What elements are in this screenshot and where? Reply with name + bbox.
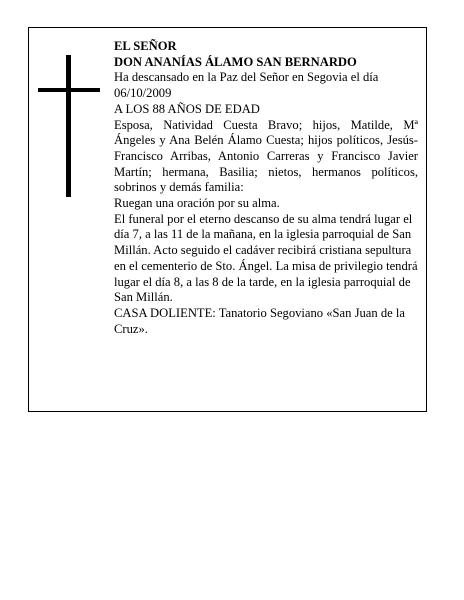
cross-horizontal-bar (38, 88, 100, 92)
mourning-house: CASA DOLIENTE: Tanatorio Segoviano «San Juan de la Cruz». (114, 305, 405, 336)
prayer-request: Ruegan una oración por su alma. (114, 196, 280, 211)
deceased-name: DON ANANÍAS ÁLAMO SAN BERNARDO (114, 54, 357, 69)
obituary-title: EL SEÑOR (114, 39, 177, 53)
obituary-text (114, 39, 418, 337)
funeral-details: El funeral por el eterno descanso de su alma tendrá lugar el día 7, a las 11 de la mañana, en la iglesia parroquial de San Millán. Acto seguido el cadáver recibirá cristiana sepultura en el cementerio de Sto. Ángel. La misa de privilegio tendrá lugar el día 8, a las 8 de la tarde, en la iglesia parroquial de San Millán. (114, 211, 418, 305)
death-notice: Ha descansado en la Paz del Señor en Segovia el día 06/10/2009 (114, 70, 379, 101)
age-at-death: A LOS 88 AÑOS DE EDAD (114, 101, 260, 116)
cross-vertical-bar (66, 55, 71, 197)
cross-icon (38, 55, 100, 197)
family-list: Esposa, Natividad Cuesta Bravo; hijos, Matilde, Mª Ángeles y Ana Belén Álamo Cuesta; hijos políticos, Jesús-Francisco Arribas, Antonio Carreras y Francisco Javier Martín; hermana, Basilia; nietos, hermanos políticos, sobrinos y demás familia: (114, 117, 418, 195)
